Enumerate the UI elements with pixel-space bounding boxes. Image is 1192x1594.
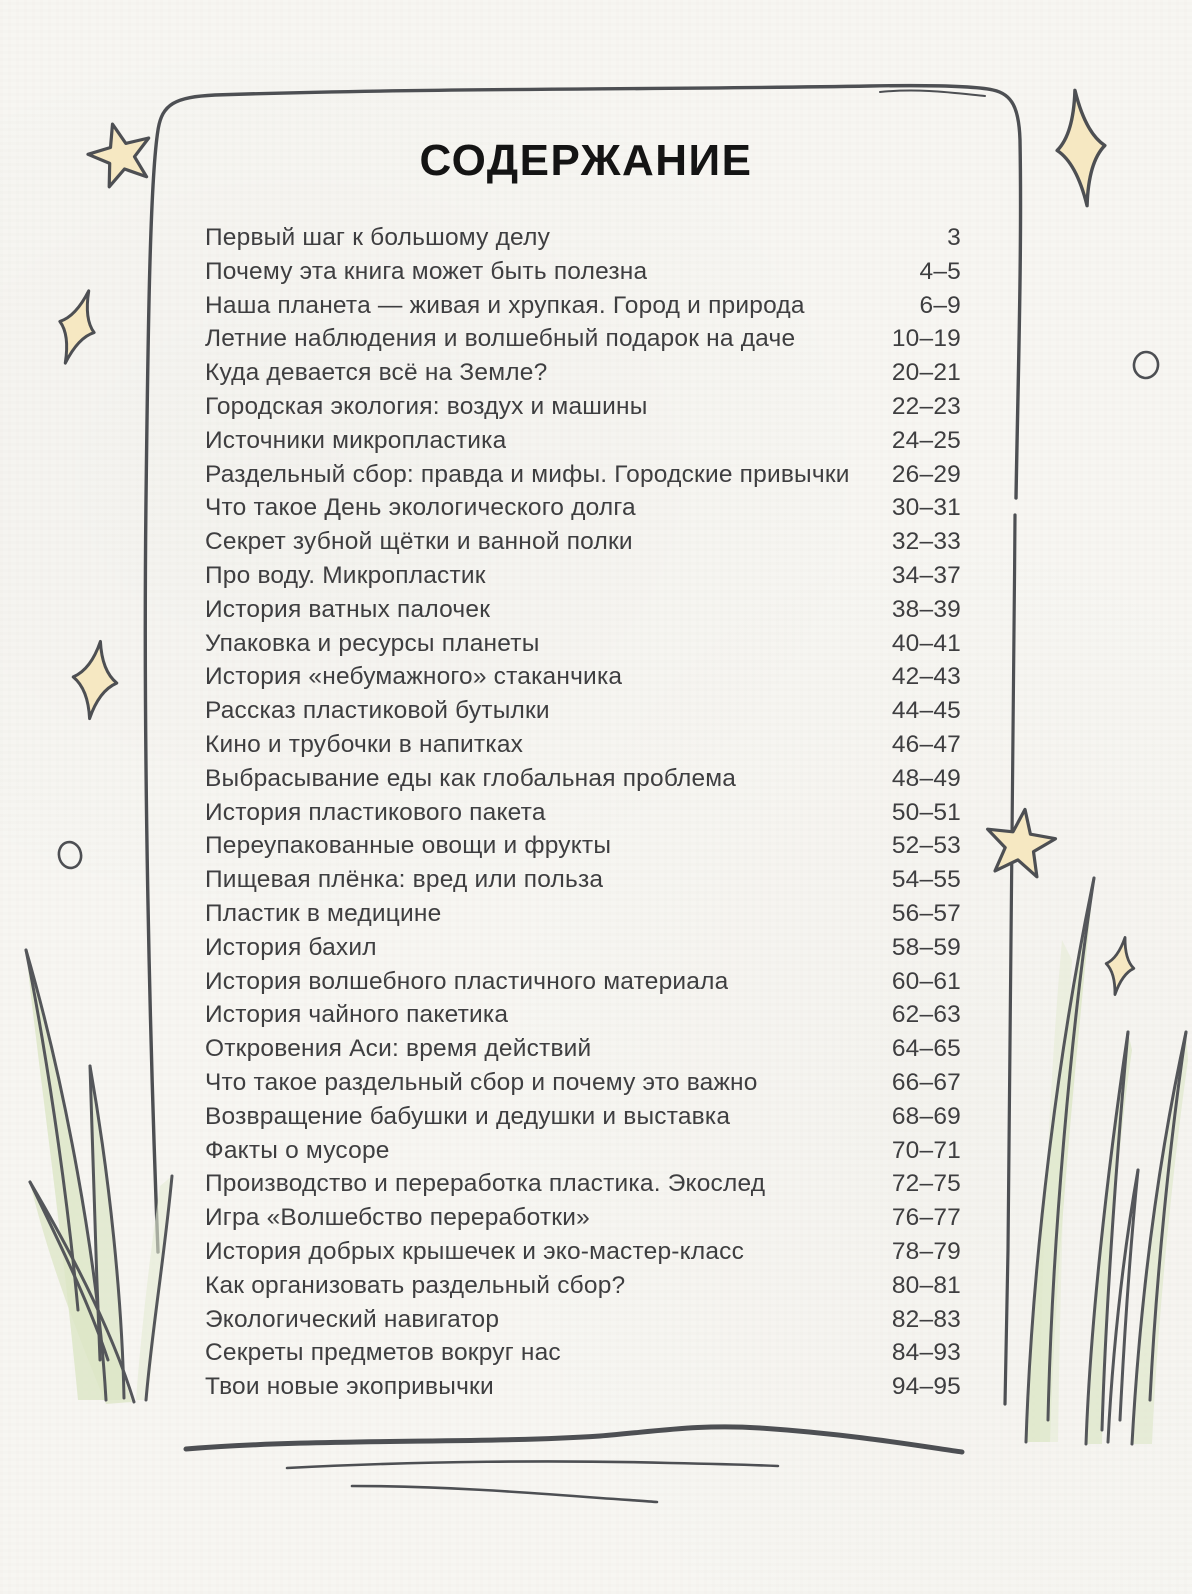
toc-entry-pages: 24–25 (891, 426, 961, 454)
star-icon (88, 124, 149, 187)
toc-entry-pages: 26–29 (891, 460, 961, 488)
page-title: СОДЕРЖАНИЕ (419, 136, 753, 185)
toc-row (205, 998, 961, 1032)
toc-row (205, 289, 961, 323)
toc-entry-pages: 46–47 (891, 730, 961, 758)
toc-entry-pages: 30–31 (891, 494, 961, 522)
toc-entry-title: Откровения Аси: время действий (205, 1035, 592, 1063)
toc-row (205, 829, 961, 863)
toc-entry-title: Кино и трубочки в напитках (205, 730, 524, 758)
toc-entry-title: Пластик в медицине (205, 899, 442, 927)
toc-entry-pages: 76–77 (891, 1204, 961, 1232)
toc-entry-title: История чайного пакетика (205, 1001, 509, 1029)
toc-entry-title: История бахил (205, 933, 377, 961)
toc-entry-title: Возвращение бабушки и дедушки и выставка (205, 1102, 731, 1130)
toc-row (205, 491, 961, 525)
toc-entry-title: Летние наблюдения и волшебный подарок на даче (205, 325, 796, 353)
toc-row (205, 796, 961, 830)
toc-entry-title: Почему эта книга может быть полезна (205, 257, 648, 285)
toc-entry-title: История волшебного пластичного материала (205, 967, 729, 995)
toc-entry-pages: 78–79 (891, 1237, 961, 1265)
toc-entry-title: Источники микропластика (205, 426, 507, 454)
toc-row (205, 1134, 961, 1168)
toc-entry-title: Упаковка и ресурсы планеты (205, 629, 540, 657)
toc-entry-pages: 64–65 (891, 1035, 961, 1063)
toc-entry-pages: 42–43 (891, 663, 961, 691)
toc-entry-pages: 48–49 (891, 764, 961, 792)
toc-row (205, 660, 961, 694)
toc-entry-title: Твои новые экопривычки (205, 1373, 494, 1401)
toc-entry-title: Что такое День экологического долга (205, 494, 636, 522)
toc-row (205, 694, 961, 728)
toc-entry-title: Выбрасывание еды как глобальная проблема (205, 764, 737, 792)
toc-entry-title: Раздельный сбор: правда и мифы. Городские привычки (205, 460, 850, 488)
toc-entry-pages: 94–95 (891, 1373, 961, 1401)
toc-entry-pages: 44–45 (891, 697, 961, 725)
toc-entry-title: Городская экология: воздух и машины (205, 392, 648, 420)
toc-entry-pages: 70–71 (891, 1136, 961, 1164)
toc-row (205, 1201, 961, 1235)
toc-row (205, 863, 961, 897)
toc-entry-title: Наша планета — живая и хрупкая. Город и природа (205, 291, 805, 319)
circle-doodle-icon (1132, 350, 1159, 379)
star-icon (988, 809, 1056, 876)
toc-row (205, 255, 961, 289)
toc-entry-title: Пищевая плёнка: вред или польза (205, 866, 604, 894)
toc-entry-title: Переупакованные овощи и фрукты (205, 832, 612, 860)
toc-entry-pages: 38–39 (891, 595, 961, 623)
toc-entry-pages: 34–37 (891, 561, 961, 589)
toc-row (205, 1303, 961, 1337)
toc-entry-pages: 62–63 (891, 1001, 961, 1029)
toc-entry-pages: 40–41 (891, 629, 961, 657)
toc-entry-title: Экологический навигатор (205, 1305, 500, 1333)
toc-row (205, 762, 961, 796)
toc-row (205, 627, 961, 661)
toc-entry-pages: 52–53 (891, 832, 961, 860)
toc-entry-pages: 56–57 (891, 899, 961, 927)
toc-entry-pages: 4–5 (919, 257, 961, 285)
toc-entry-pages: 20–21 (891, 359, 961, 387)
toc-entry-title: Секреты предметов вокруг нас (205, 1339, 561, 1367)
toc-entry-pages: 80–81 (891, 1271, 961, 1299)
toc-row (205, 1370, 961, 1404)
toc-row (205, 221, 961, 255)
toc-entry-pages: 10–19 (891, 325, 961, 353)
toc-entry-pages: 58–59 (891, 933, 961, 961)
toc-row (205, 1032, 961, 1066)
toc-row (205, 424, 961, 458)
toc-row (205, 1167, 961, 1201)
toc-entry-title: История добрых крышечек и эко-мастер-класс (205, 1237, 745, 1265)
toc-row (205, 728, 961, 762)
toc-entry-title: Рассказ пластиковой бутылки (205, 697, 550, 725)
toc-entry-title: Первый шаг к большому делу (205, 224, 551, 251)
toc-entry-pages: 3 (947, 224, 961, 251)
toc-row (205, 965, 961, 999)
toc-entry-pages: 72–75 (891, 1170, 961, 1198)
toc-row (205, 1235, 961, 1269)
sparkle-icon (68, 638, 122, 721)
toc-row (205, 458, 961, 492)
toc-list (205, 221, 961, 1404)
toc-entry-title: Игра «Волшебство переработки» (205, 1204, 590, 1232)
sparkle-icon (48, 285, 106, 368)
toc-row (205, 525, 961, 559)
toc-row (205, 593, 961, 627)
toc-entry-title: Как организовать раздельный сбор? (205, 1271, 626, 1299)
toc-entry-pages: 66–67 (891, 1068, 961, 1096)
toc-entry-pages: 50–51 (891, 798, 961, 826)
toc-entry-pages: 32–33 (891, 528, 961, 556)
toc-entry-pages: 6–9 (919, 291, 961, 319)
toc-row (205, 1066, 961, 1100)
toc-entry-title: История ватных палочек (205, 595, 491, 623)
toc-row (205, 1336, 961, 1370)
toc-row (205, 559, 961, 593)
toc-row (205, 897, 961, 931)
toc-entry-pages: 60–61 (891, 967, 961, 995)
toc-row (205, 1269, 961, 1303)
circle-doodle-icon (57, 840, 84, 870)
toc-entry-pages: 68–69 (891, 1102, 961, 1130)
toc-entry-title: Факты о мусоре (205, 1136, 390, 1164)
toc-entry-title: Производство и переработка пластика. Экослед (205, 1170, 766, 1198)
toc-row (205, 931, 961, 965)
toc-entry-title: Про воду. Микропластик (205, 561, 486, 589)
toc-row (205, 356, 961, 390)
toc-entry-title: Что такое раздельный сбор и почему это важно (205, 1068, 758, 1096)
sparkle-icon (1051, 88, 1111, 208)
toc-row (205, 1100, 961, 1134)
sparkle-icon (1101, 935, 1139, 997)
toc-entry-pages: 22–23 (891, 392, 961, 420)
toc-entry-title: Секрет зубной щётки и ванной полки (205, 528, 633, 556)
toc-row (205, 390, 961, 424)
toc-entry-pages: 84–93 (891, 1339, 961, 1367)
toc-entry-pages: 54–55 (891, 866, 961, 894)
toc-entry-title: История «небумажного» стаканчика (205, 663, 623, 691)
toc-entry-pages: 82–83 (891, 1305, 961, 1333)
toc-entry-title: Куда девается всё на Земле? (205, 359, 548, 387)
toc-entry-title: История пластикового пакета (205, 798, 546, 826)
toc-row (205, 322, 961, 356)
